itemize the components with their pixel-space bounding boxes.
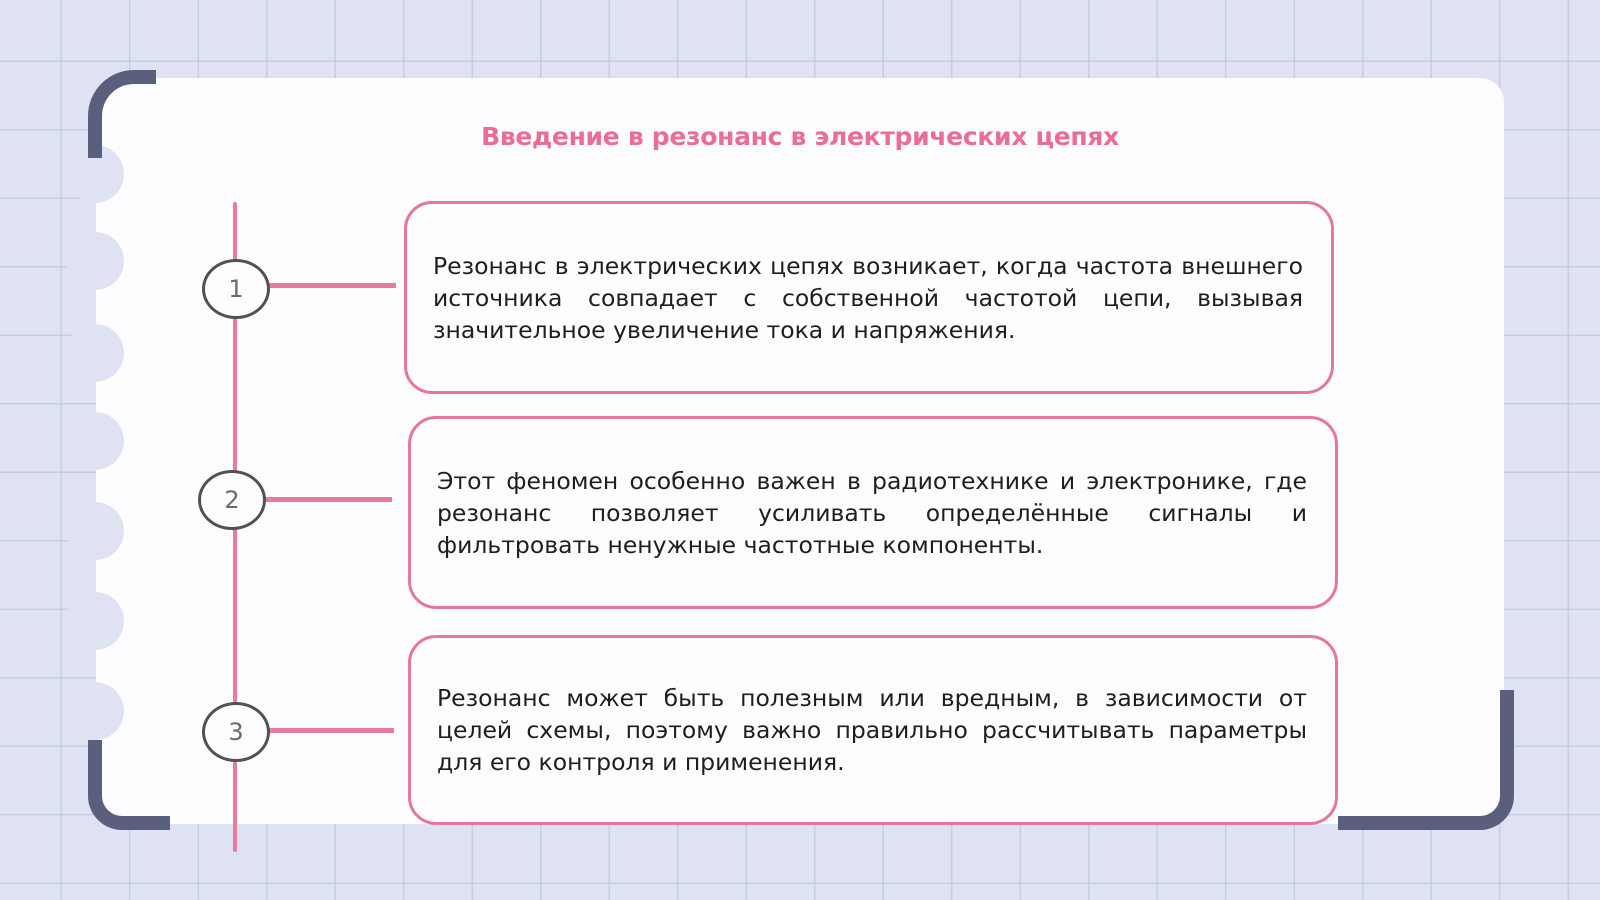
decor-scallop <box>66 412 124 470</box>
step-card-3 <box>408 635 1338 825</box>
step-card-2 <box>408 416 1338 609</box>
decor-scallop <box>66 592 124 650</box>
step-text-3: Резонанс может быть полезным или вредным, в зависимости от целей схемы, поэтому важно правильно рассчитывать параметры для его контроля и применения. <box>437 684 1307 776</box>
timeline-connector <box>258 497 392 502</box>
corner-bracket-bottom-right <box>1338 690 1514 830</box>
corner-bracket-bottom-left <box>88 740 170 830</box>
step-text-2: Этот феномен особенно важен в радиотехнике и электронике, где резонанс позволяет усиливать определённые сигналы и фильтровать ненужные частотные компоненты. <box>437 466 1307 559</box>
step-text-1: Резонанс в электрических цепях возникает, когда частота внешнего источника совпадает с собственной частотой цепи, вызывая значительное увеличение тока и напряжения. <box>433 251 1303 344</box>
decor-scallop <box>66 682 124 740</box>
timeline-node-1: 1 <box>202 259 270 319</box>
step-card-1 <box>404 201 1334 394</box>
timeline-node-2: 2 <box>198 470 266 530</box>
slide-title: Введение в резонанс в электрических цепях <box>481 122 1119 151</box>
timeline-connector <box>262 283 396 288</box>
decor-scallop <box>66 324 124 382</box>
timeline-connector <box>262 728 394 733</box>
decor-scallop <box>66 502 124 560</box>
decor-scallop <box>66 232 124 290</box>
timeline-node-3: 3 <box>202 702 270 762</box>
